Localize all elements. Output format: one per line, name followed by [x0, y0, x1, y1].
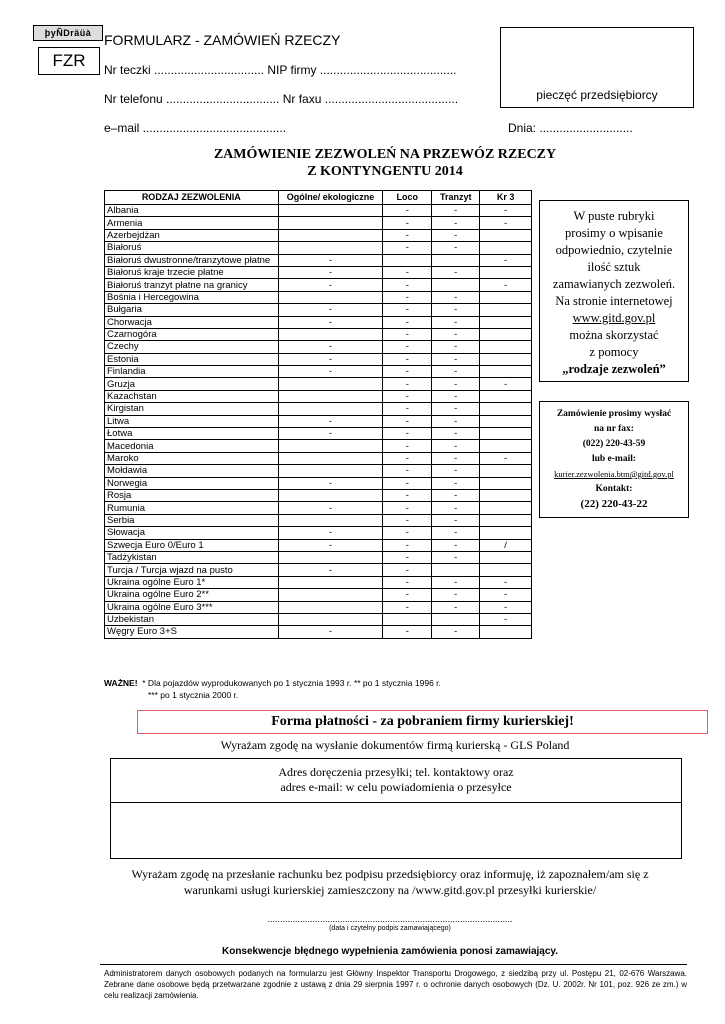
quantity-cell[interactable]: -: [278, 626, 383, 638]
quantity-cell[interactable]: [278, 551, 383, 563]
permit-type-cell: Maroko: [105, 452, 279, 464]
table-row: [105, 514, 532, 526]
permit-type-cell: Ukraina ogólne Euro 1*: [105, 576, 279, 588]
quantity-cell[interactable]: -: [383, 539, 432, 551]
quantity-cell[interactable]: [480, 353, 532, 365]
permit-type-cell: Białoruś tranzyt płatne na granicy: [105, 279, 279, 291]
email-field[interactable]: e–mail ...........................................: [104, 121, 287, 135]
quantity-cell[interactable]: [480, 229, 532, 241]
quantity-cell[interactable]: [480, 415, 532, 427]
invoice-consent: Wyrażam zgodę na przesłanie rachunku bez podpisu przedsiębiorcy oraz informuję, iż zapoznałem/am się z warunkami usługi kurierskiej zamieszczony na /www.gitd.gov.pl przesyłki kurierskie/: [131, 867, 649, 897]
quantity-cell[interactable]: -: [383, 316, 432, 328]
table-row: [105, 613, 532, 625]
quantity-cell[interactable]: -: [278, 415, 383, 427]
column-header: RODZAJ ZEZWOLENIA: [105, 191, 279, 205]
quantity-cell[interactable]: [278, 489, 383, 501]
table-row: [105, 551, 532, 563]
quantity-cell[interactable]: -: [432, 316, 480, 328]
quantity-cell[interactable]: [278, 217, 383, 229]
quantity-cell[interactable]: [278, 328, 383, 340]
quantity-cell[interactable]: [383, 613, 432, 625]
quantity-cell[interactable]: [278, 589, 383, 601]
table-row: [105, 316, 532, 328]
permit-type-cell: Kazachstan: [105, 390, 279, 402]
table-row: [105, 502, 532, 514]
form-title: FORMULARZ - ZAMÓWIEŃ RZECZY: [104, 32, 341, 48]
quantity-cell[interactable]: [278, 465, 383, 477]
quantity-cell[interactable]: -: [383, 341, 432, 353]
table-row: [105, 589, 532, 601]
table-row: [105, 564, 532, 576]
permit-type-cell: Litwa: [105, 415, 279, 427]
permit-type-cell: Armenia: [105, 217, 279, 229]
permit-type-cell: Mołdawia: [105, 465, 279, 477]
signature-label: (data i czytelny podpis zamawiającego): [329, 925, 451, 932]
quantity-cell[interactable]: -: [383, 452, 432, 464]
file-nip-field[interactable]: Nr teczki ................................. NIP firmy .........................................: [104, 63, 457, 77]
quantity-cell[interactable]: -: [432, 378, 480, 390]
quantity-cell[interactable]: [278, 242, 383, 254]
table-row: [105, 527, 532, 539]
divider: [110, 802, 682, 803]
quantity-cell[interactable]: -: [278, 353, 383, 365]
table-row: [105, 477, 532, 489]
quantity-cell[interactable]: -: [383, 527, 432, 539]
quantity-cell[interactable]: -: [278, 502, 383, 514]
quantity-cell[interactable]: [432, 564, 480, 576]
permit-type-cell: Macedonia: [105, 440, 279, 452]
quantity-cell[interactable]: -: [480, 576, 532, 588]
quantity-cell[interactable]: -: [383, 589, 432, 601]
table-row: [105, 378, 532, 390]
quantity-cell[interactable]: -: [480, 217, 532, 229]
quantity-cell[interactable]: -: [383, 440, 432, 452]
table-row: [105, 415, 532, 427]
quantity-cell[interactable]: [278, 576, 383, 588]
permit-type-cell: Bośnia i Hercegowina: [105, 291, 279, 303]
quantity-cell[interactable]: -: [278, 477, 383, 489]
permit-type-cell: Tadżykistan: [105, 551, 279, 563]
quantity-cell[interactable]: -: [383, 328, 432, 340]
quantity-cell[interactable]: [480, 328, 532, 340]
quantity-cell[interactable]: -: [383, 291, 432, 303]
quantity-cell[interactable]: -: [383, 428, 432, 440]
table-row: [105, 465, 532, 477]
quantity-cell[interactable]: -: [383, 465, 432, 477]
quantity-cell[interactable]: [480, 514, 532, 526]
quantity-cell[interactable]: -: [383, 477, 432, 489]
quantity-cell[interactable]: [432, 613, 480, 625]
divider: [100, 964, 687, 965]
table-row: [105, 254, 532, 266]
permit-type-cell: Białoruś kraje trzecie płatne: [105, 266, 279, 278]
signature-line[interactable]: ..................................................................................................: [267, 914, 513, 924]
quantity-cell[interactable]: /: [480, 539, 532, 551]
table-row: [105, 601, 532, 613]
table-row: [105, 576, 532, 588]
instructions-box: W puste rubryki prosimy o wpisanie odpowiednio, czytelnie ilość sztuk zamawianych zezwoleń. Na stronie internetowej www.gitd.gov.pl można skorzystać z pomocy „rodzaje zezwoleń”: [539, 200, 689, 382]
table-row: [105, 217, 532, 229]
consequences-notice: Konsekwencje błędnego wypełnienia zamówienia ponosi zamawiający.: [221, 946, 559, 957]
quantity-cell[interactable]: -: [480, 378, 532, 390]
permit-type-cell: Rosja: [105, 489, 279, 501]
quantity-cell[interactable]: [480, 564, 532, 576]
quantity-cell[interactable]: [480, 465, 532, 477]
quantity-cell[interactable]: -: [278, 316, 383, 328]
quantity-cell[interactable]: -: [383, 366, 432, 378]
quantity-cell[interactable]: -: [278, 279, 383, 291]
quantity-cell[interactable]: -: [432, 502, 480, 514]
table-row: [105, 279, 532, 291]
permit-type-cell: Serbia: [105, 514, 279, 526]
quantity-cell[interactable]: -: [432, 440, 480, 452]
quantity-cell[interactable]: [480, 304, 532, 316]
quantity-cell[interactable]: -: [383, 353, 432, 365]
contact-box: Zamówienie prosimy wysłać na nr fax: (022) 220-43-59 lub e-mail: kurier.zezwolenia.btm@gitd.gov.pl Kontakt: (22) 220-43-22: [539, 401, 689, 518]
contact-phone: (22) 220-43-22: [580, 498, 648, 510]
permit-type-cell: Estonia: [105, 353, 279, 365]
permit-type-cell: Łotwa: [105, 428, 279, 440]
quantity-cell[interactable]: [480, 428, 532, 440]
permit-type-cell: Białoruś: [105, 242, 279, 254]
permit-type-cell: Ukraina ogólne Euro 3***: [105, 601, 279, 613]
quantity-cell[interactable]: -: [432, 291, 480, 303]
permit-type-cell: Finlandia: [105, 366, 279, 378]
column-header: Ogólne/ ekologiczne: [278, 191, 383, 205]
quantity-cell[interactable]: -: [383, 266, 432, 278]
permit-type-cell: Szwecja Euro 0/Euro 1: [105, 539, 279, 551]
quantity-cell[interactable]: -: [432, 242, 480, 254]
quantity-cell[interactable]: -: [432, 551, 480, 563]
quantity-cell[interactable]: -: [278, 428, 383, 440]
quantity-cell[interactable]: [278, 229, 383, 241]
quantity-cell[interactable]: -: [383, 626, 432, 638]
quantity-cell[interactable]: [278, 390, 383, 402]
quantity-cell[interactable]: -: [432, 589, 480, 601]
quantity-cell[interactable]: -: [383, 415, 432, 427]
quantity-cell[interactable]: [278, 452, 383, 464]
quantity-cell[interactable]: [480, 390, 532, 402]
permit-type-cell: Uzbekistan: [105, 613, 279, 625]
quantity-cell[interactable]: [480, 440, 532, 452]
print-button[interactable]: þyÑDräüà: [33, 25, 103, 41]
quantity-cell[interactable]: -: [480, 601, 532, 613]
quantity-cell[interactable]: -: [383, 489, 432, 501]
permit-type-cell: Albania: [105, 205, 279, 217]
quantity-cell[interactable]: -: [383, 229, 432, 241]
delivery-address-label: Adres doręczenia przesyłki; tel. kontaktowy oraz adres e-mail: w celu powiadomienia o przesyłce: [278, 765, 514, 794]
quantity-cell[interactable]: [480, 477, 532, 489]
quantity-cell[interactable]: -: [383, 205, 432, 217]
table-row: [105, 229, 532, 241]
quantity-cell[interactable]: -: [383, 304, 432, 316]
quantity-cell[interactable]: -: [278, 341, 383, 353]
quantity-cell[interactable]: -: [432, 217, 480, 229]
quantity-cell[interactable]: -: [432, 353, 480, 365]
quantity-cell[interactable]: -: [278, 527, 383, 539]
quantity-cell[interactable]: [278, 205, 383, 217]
quantity-cell[interactable]: -: [383, 217, 432, 229]
quantity-cell[interactable]: -: [432, 477, 480, 489]
quantity-cell[interactable]: -: [278, 539, 383, 551]
table-row: [105, 539, 532, 551]
quantity-cell[interactable]: -: [383, 279, 432, 291]
fax-number: (022) 220-43-59: [582, 439, 646, 449]
permit-type-cell: Słowacja: [105, 527, 279, 539]
quantity-cell[interactable]: -: [432, 527, 480, 539]
permit-type-cell: Rumunia: [105, 502, 279, 514]
courier-consent: Wyrażam zgodę na wysłanie dokumentów firmą kurierską - GLS Poland: [220, 738, 570, 752]
phone-fax-field[interactable]: Nr telefonu .................................. Nr faxu ........................................: [104, 92, 459, 106]
quantity-cell[interactable]: -: [432, 489, 480, 501]
permit-type-cell: Czarnogóra: [105, 328, 279, 340]
quantity-cell[interactable]: -: [383, 551, 432, 563]
quantity-cell[interactable]: -: [480, 613, 532, 625]
page-title: ZAMÓWIENIE ZEZWOLEŃ NA PRZEWÓZ RZECZY Z KONTYNGENTU 2014: [213, 147, 557, 179]
table-row: [105, 428, 532, 440]
quantity-cell[interactable]: [480, 489, 532, 501]
table-row: [105, 242, 532, 254]
table-row: [105, 341, 532, 353]
quantity-cell[interactable]: -: [383, 403, 432, 415]
quantity-cell[interactable]: -: [432, 539, 480, 551]
quantity-cell[interactable]: -: [383, 502, 432, 514]
quantity-cell[interactable]: -: [432, 266, 480, 278]
quantity-cell[interactable]: -: [432, 341, 480, 353]
permit-type-cell: Kirgistan: [105, 403, 279, 415]
column-header: Tranzyt: [432, 191, 480, 205]
permits-table: [104, 190, 532, 639]
quantity-cell[interactable]: -: [432, 205, 480, 217]
table-row: [105, 366, 532, 378]
table-row: [105, 266, 532, 278]
quantity-cell[interactable]: [383, 254, 432, 266]
quantity-cell[interactable]: [480, 316, 532, 328]
quantity-cell[interactable]: [278, 378, 383, 390]
quantity-cell[interactable]: -: [432, 229, 480, 241]
quantity-cell[interactable]: [432, 254, 480, 266]
quantity-cell[interactable]: -: [432, 328, 480, 340]
quantity-cell[interactable]: -: [480, 254, 532, 266]
quantity-cell[interactable]: [432, 279, 480, 291]
table-row: [105, 403, 532, 415]
quantity-cell[interactable]: [278, 403, 383, 415]
permit-type-cell: Węgry Euro 3+S: [105, 626, 279, 638]
table-row: [105, 328, 532, 340]
column-header: Kr 3: [480, 191, 532, 205]
quantity-cell[interactable]: -: [432, 428, 480, 440]
quantity-cell[interactable]: -: [432, 304, 480, 316]
email-link[interactable]: kurier.zezwolenia.btm@gitd.gov.pl: [554, 469, 674, 479]
table-row: [105, 304, 532, 316]
footnotes: WAŻNE! * Dla pojazdów wyprodukowanych po 1 stycznia 1993 r. ** po 1 stycznia 1996 r. *** po 1 stycznia 2000 r.: [104, 678, 441, 700]
permit-type-cell: Turcja / Turcja wjazd na pusto: [105, 564, 279, 576]
quantity-cell[interactable]: -: [383, 601, 432, 613]
table-row: [105, 291, 532, 303]
date-field[interactable]: Dnia: ............................: [508, 121, 633, 135]
quantity-cell[interactable]: -: [432, 601, 480, 613]
quantity-cell[interactable]: [480, 551, 532, 563]
quantity-cell[interactable]: -: [432, 465, 480, 477]
quantity-cell[interactable]: [480, 266, 532, 278]
quantity-cell[interactable]: -: [432, 576, 480, 588]
table-row: [105, 205, 532, 217]
quantity-cell[interactable]: [480, 242, 532, 254]
quantity-cell[interactable]: -: [432, 366, 480, 378]
permit-type-cell: Gruzja: [105, 378, 279, 390]
quantity-cell[interactable]: -: [383, 390, 432, 402]
table-row: [105, 452, 532, 464]
table-row: [105, 353, 532, 365]
quantity-cell[interactable]: -: [278, 366, 383, 378]
quantity-cell[interactable]: -: [383, 514, 432, 526]
quantity-cell[interactable]: -: [432, 390, 480, 402]
permit-type-cell: Chorwacja: [105, 316, 279, 328]
quantity-cell[interactable]: -: [383, 242, 432, 254]
quantity-cell[interactable]: -: [432, 514, 480, 526]
quantity-cell[interactable]: -: [432, 403, 480, 415]
table-row: [105, 390, 532, 402]
quantity-cell[interactable]: [278, 440, 383, 452]
quantity-cell[interactable]: [480, 366, 532, 378]
permit-type-cell: Bułgaria: [105, 304, 279, 316]
permit-type-cell: Azerbejdżan: [105, 229, 279, 241]
form-code: FZR: [38, 47, 100, 75]
table-row: [105, 626, 532, 638]
table-row: [105, 440, 532, 452]
quantity-cell[interactable]: -: [383, 564, 432, 576]
permit-type-cell: Ukraina ogólne Euro 2**: [105, 589, 279, 601]
table-row: [105, 489, 532, 501]
table-header-row: [105, 191, 532, 205]
quantity-cell[interactable]: [480, 502, 532, 514]
quantity-cell[interactable]: [278, 601, 383, 613]
quantity-cell[interactable]: -: [432, 415, 480, 427]
quantity-cell[interactable]: -: [432, 626, 480, 638]
stamp-label: pieczęć przedsiębiorcy: [536, 88, 658, 102]
quantity-cell[interactable]: -: [480, 205, 532, 217]
quantity-cell[interactable]: [278, 291, 383, 303]
quantity-cell[interactable]: -: [480, 589, 532, 601]
quantity-cell[interactable]: -: [480, 279, 532, 291]
quantity-cell[interactable]: [480, 626, 532, 638]
permit-type-cell: Białoruś dwustronne/tranzytowe płatne: [105, 254, 279, 266]
quantity-cell[interactable]: -: [278, 304, 383, 316]
quantity-cell[interactable]: [480, 403, 532, 415]
payment-method: Forma płatności - za pobraniem firmy kurierskiej!: [137, 710, 708, 734]
quantity-cell[interactable]: -: [278, 254, 383, 266]
quantity-cell[interactable]: -: [278, 564, 383, 576]
quantity-cell[interactable]: [480, 291, 532, 303]
quantity-cell[interactable]: [278, 514, 383, 526]
permit-type-cell: Norwegia: [105, 477, 279, 489]
data-protection-notice: Administratorem danych osobowych podanych na formularzu jest Główny Inspektor Transportu Drogowego, z siedzibą przy ul. Postępu 21, 02-676 Warszawa. Zebrane dane osobowe będą przetwarzane zgodnie z ustawą z dnia 29 sierpnia 1997 r. o ochronie danych osobowych (Dz. U. 2002r. Nr 101, poz. 926 ze zm.) w celu realizacji zamówienia.: [104, 969, 687, 1000]
quantity-cell[interactable]: [278, 613, 383, 625]
quantity-cell[interactable]: -: [432, 452, 480, 464]
quantity-cell[interactable]: -: [383, 378, 432, 390]
permit-type-cell: Czechy: [105, 341, 279, 353]
quantity-cell[interactable]: -: [383, 576, 432, 588]
quantity-cell[interactable]: -: [278, 266, 383, 278]
quantity-cell[interactable]: -: [480, 452, 532, 464]
column-header: Loco: [383, 191, 432, 205]
quantity-cell[interactable]: [480, 341, 532, 353]
website-link[interactable]: www.gitd.gov.pl: [572, 311, 656, 325]
quantity-cell[interactable]: [480, 527, 532, 539]
